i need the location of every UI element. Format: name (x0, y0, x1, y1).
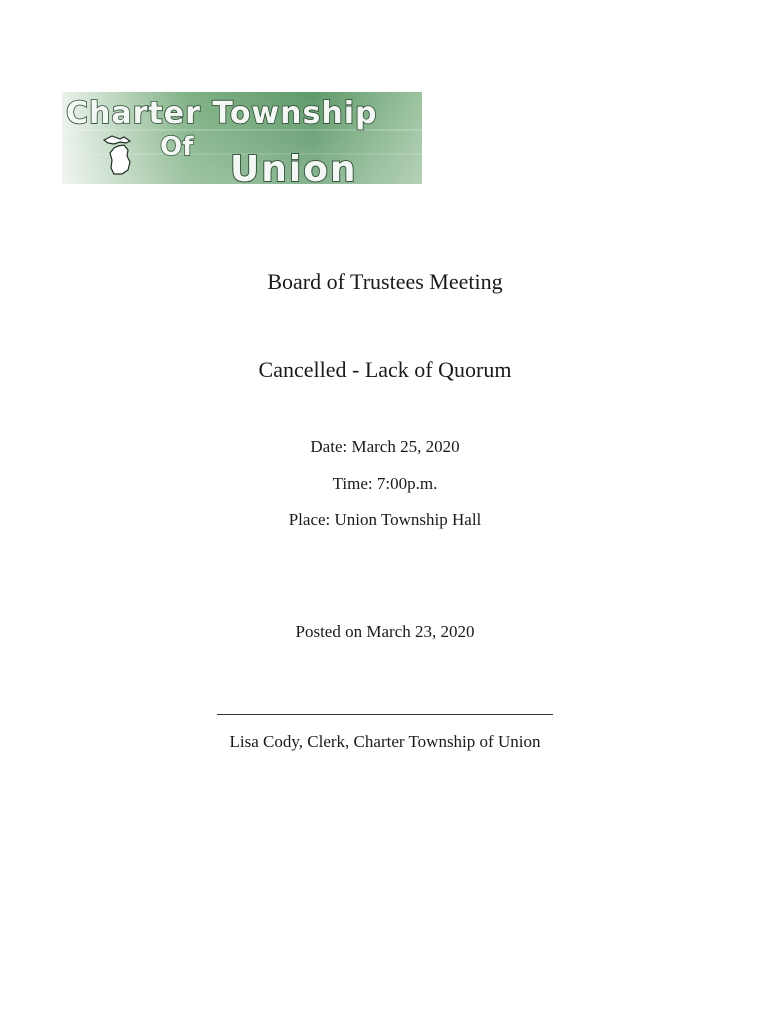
posted-date: Posted on March 23, 2020 (295, 622, 475, 641)
township-logo (62, 92, 422, 184)
logo-line2: Of (160, 132, 194, 162)
meeting-title: Board of Trustees Meeting (267, 269, 503, 294)
logo-line3: Union (230, 149, 358, 184)
clerk-signature: Lisa Cody, Clerk, Charter Township of Union (229, 732, 541, 751)
meeting-time: Time: 7:00p.m. (332, 474, 438, 493)
meeting-date: Date: March 25, 2020 (310, 437, 460, 456)
meeting-place: Place: Union Township Hall (288, 510, 482, 529)
signature-line (217, 714, 553, 715)
logo-line1: Charter Township (66, 96, 378, 131)
cancellation-status: Cancelled - Lack of Quorum (258, 357, 512, 382)
